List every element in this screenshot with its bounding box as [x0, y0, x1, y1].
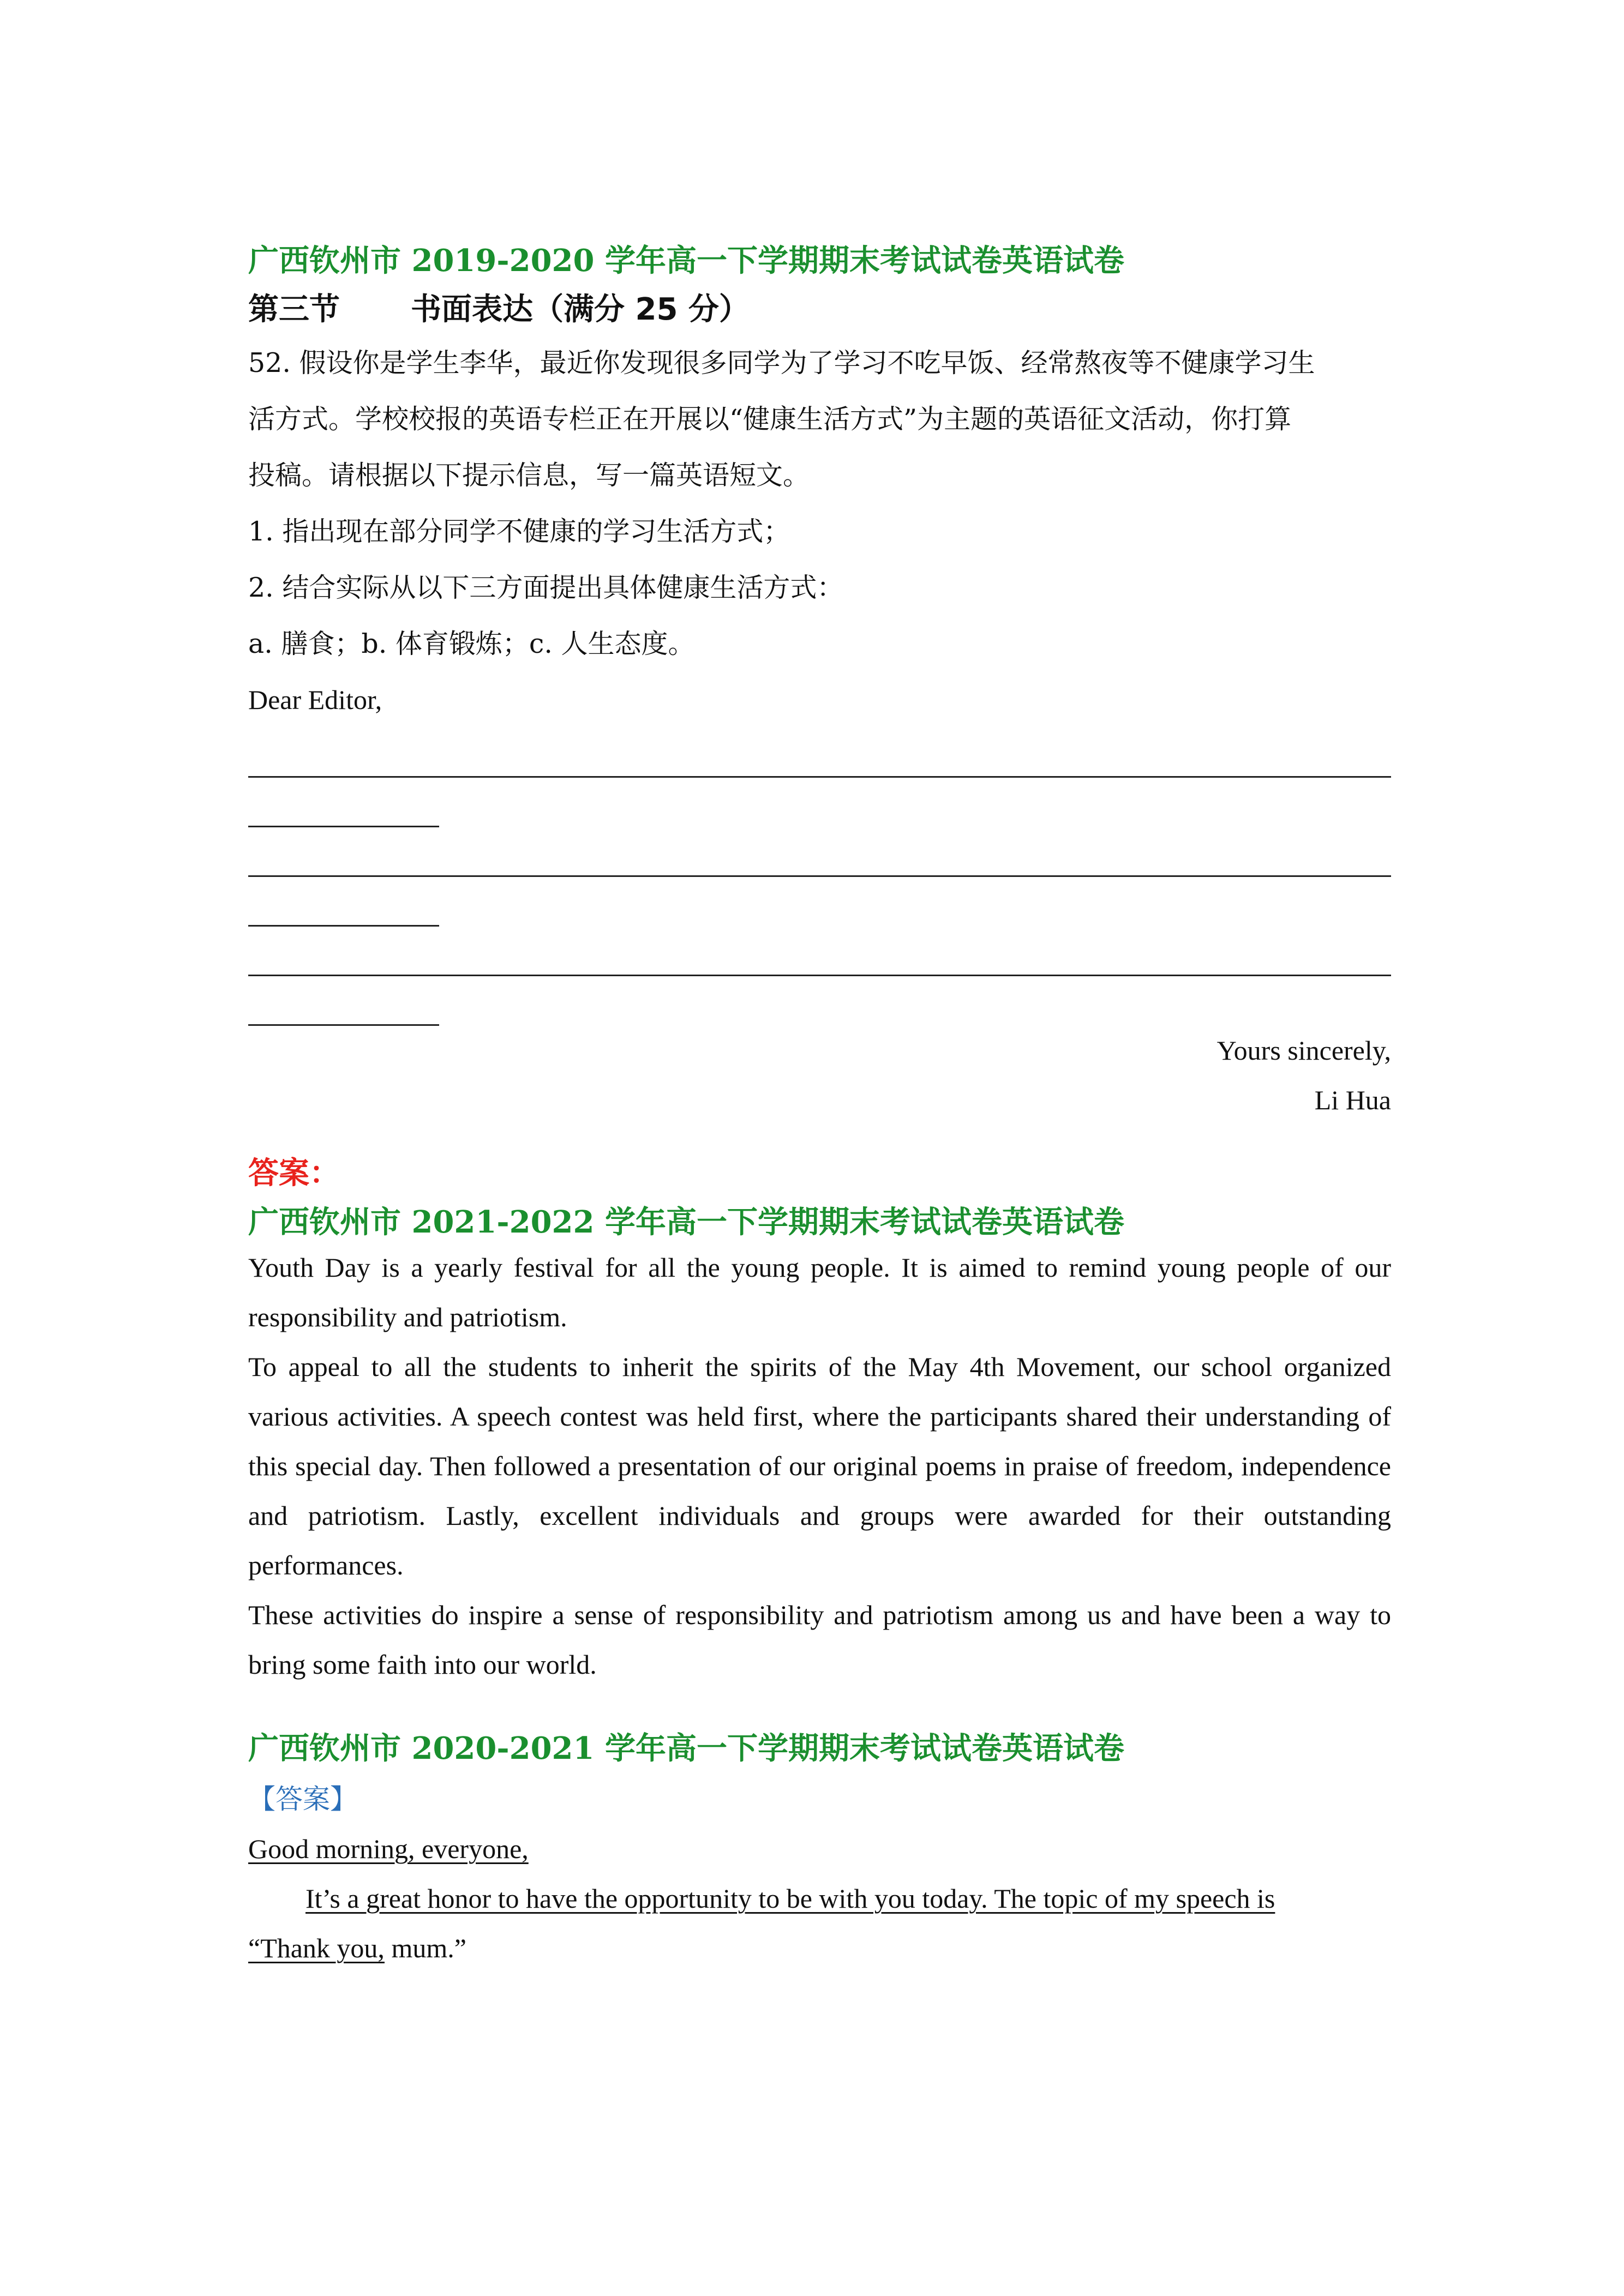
speech-line [248, 1874, 1391, 1924]
question-line: 52. 假设你是学生李华，最近你发现很多同学为了学习不吃早饭、经常熬夜等不健康学习生 [248, 347, 1315, 378]
part-label: 第三节 [248, 292, 340, 327]
document-page [248, 240, 1391, 1973]
answer-blank-line [248, 877, 439, 927]
writing-blank-lines [248, 728, 1391, 1026]
essay-paragraph: To appeal to all the students to inherit the spirits of the May 4th Movement, our school organized various activities. A speech contest was held first, where the participants shared their understanding of this special day. Then followed a presentation of our original poems in praise of freedom, independence and patriotism. Lastly, excellent individuals and groups were awarded for their outstanding performances. [248, 1351, 1391, 1580]
part-title: 书面表达（满分 25 分） [411, 292, 750, 327]
essay-paragraph: These activities do inspire a sense of responsibility and patriotism among us and have been a way to bring some faith into our world. [248, 1600, 1391, 1680]
speech-quote-rest: mum.” [384, 1933, 466, 1963]
question-prompt [248, 335, 1391, 672]
section-title-2019-2020: 广西钦州市 2019-2020 学年高一下学期期末考试试卷英语试卷 [248, 243, 1124, 279]
answer-blank-line [248, 728, 1391, 778]
question-line: a. 膳食；b. 体育锻炼；c. 人生态度。 [248, 628, 695, 659]
speech-line-text: It’s a great honor to have the opportunity to be with you today. The topic of my speech is [305, 1883, 1275, 1914]
question-line: 1. 指出现在部分同学不健康的学习生活方式； [248, 516, 790, 547]
speech-greeting [248, 1824, 1391, 1874]
writing-section-heading [248, 289, 1391, 330]
answer-blank-line [248, 927, 1391, 976]
speech-line [248, 1924, 1391, 1973]
signature: Li Hua [1314, 1085, 1391, 1115]
question-line: 2. 结合实际从以下三方面提出具体健康生活方式： [248, 572, 844, 603]
answer-blank-line [248, 827, 1391, 877]
question-line: 投稿。请根据以下提示信息，写一篇英语短文。 [248, 460, 810, 491]
answer-heading: 答案： [248, 1155, 340, 1191]
answer-tag: 【答案】 [248, 1783, 357, 1815]
section-title-2021-2022: 广西钦州市 2021-2022 学年高一下学期期末考试试卷英语试卷 [248, 1204, 1124, 1240]
essay-paragraph: Youth Day is a yearly festival for all the young people. It is aimed to remind young people of our responsibility and patriotism. [248, 1252, 1391, 1332]
essay-answer-2021-2022 [248, 1243, 1391, 1690]
answer-blank-line [248, 778, 439, 827]
question-line: 活方式。学校校报的英语专栏正在开展以“健康生活方式”为主题的英语征文活动，你打算 [248, 404, 1292, 435]
speech-quote-underlined: “Thank you, [248, 1933, 385, 1963]
section-title-2020-2021: 广西钦州市 2020-2021 学年高一下学期期末考试试卷英语试卷 [248, 1730, 1124, 1766]
salutation: Dear Editor, [248, 684, 382, 715]
closing: Yours sincerely, [1216, 1035, 1391, 1066]
answer-blank-line [248, 976, 439, 1026]
speech-greeting-text: Good morning, everyone, [248, 1834, 529, 1864]
